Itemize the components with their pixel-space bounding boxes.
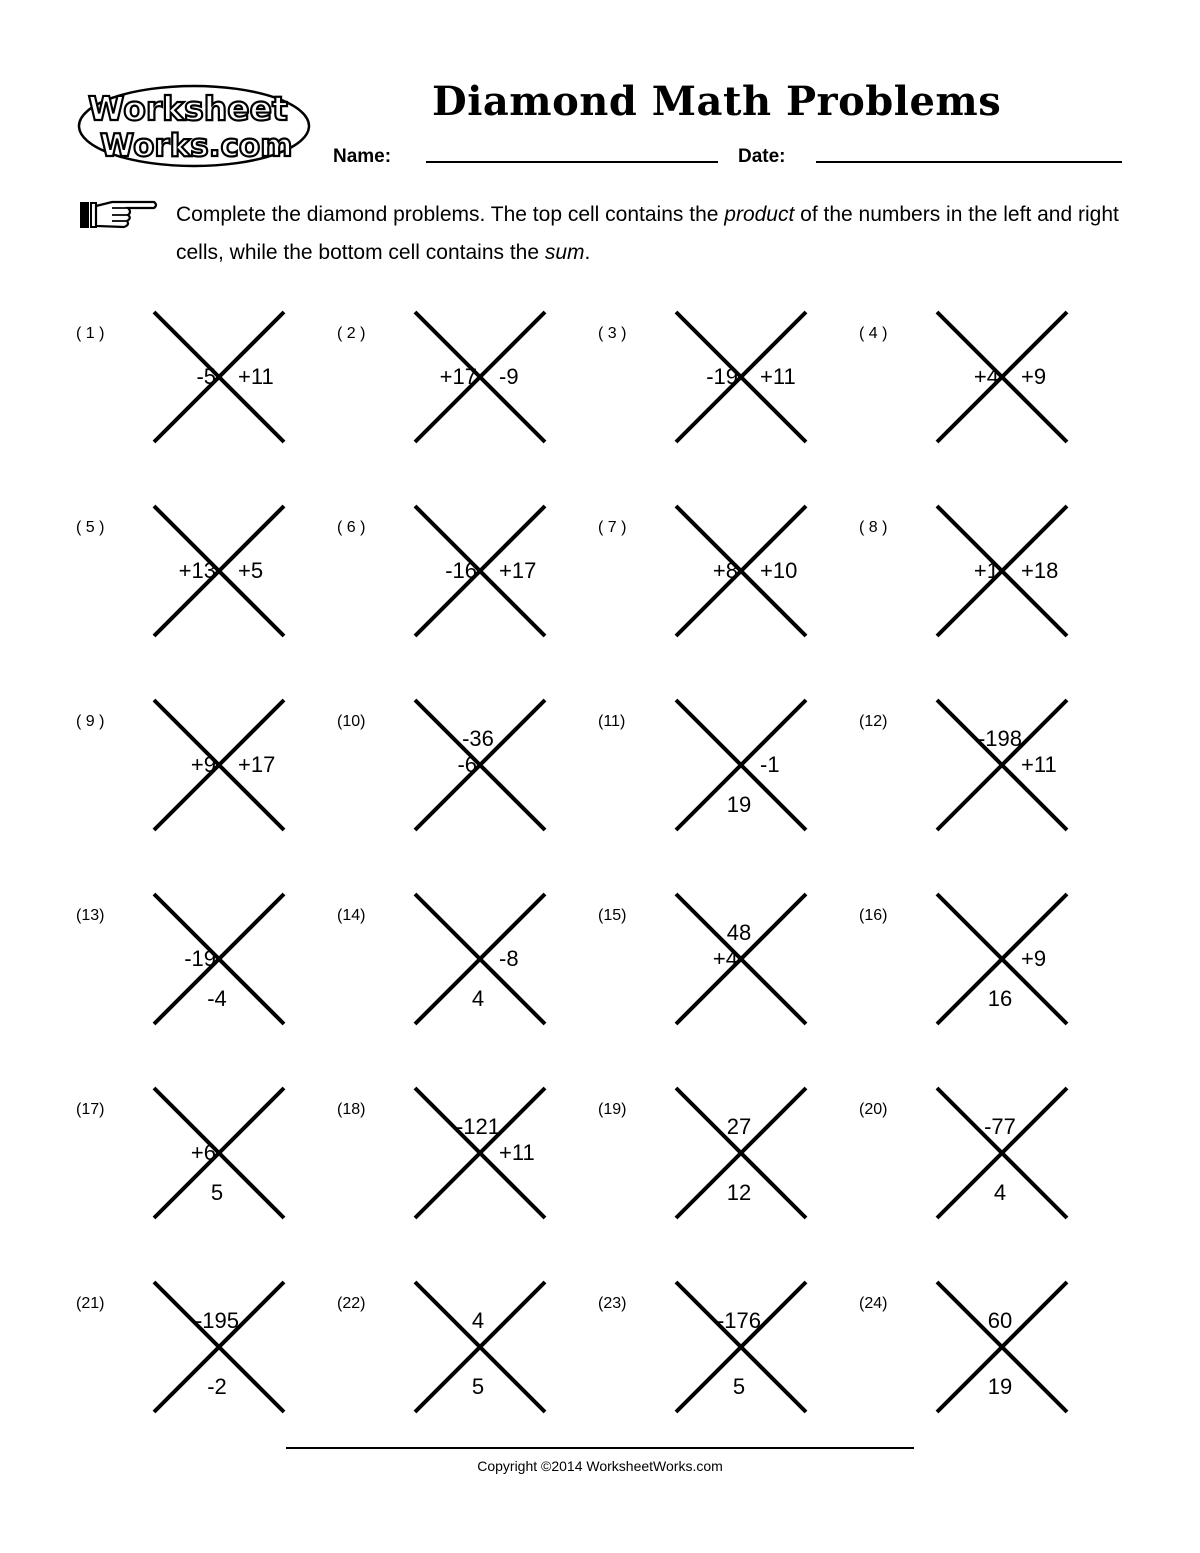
cell-right: +18: [1021, 558, 1059, 583]
problem-number: (17): [76, 1101, 105, 1118]
diamond-cross: [935, 310, 1069, 444]
cell-right: +17: [238, 752, 276, 777]
cell-right: +11: [1021, 752, 1057, 777]
logo-text-line2: Works.com: [100, 128, 293, 164]
cell-bottom: 19: [726, 792, 752, 817]
problem-number: (16): [859, 907, 888, 924]
cell-left: -6: [457, 752, 477, 777]
cell-left: +8: [712, 558, 738, 583]
problem-number: (13): [76, 907, 105, 924]
cell-top: -176: [716, 1308, 762, 1333]
problem-number: (22): [337, 1295, 366, 1312]
cell-left: +17: [439, 364, 477, 389]
problem-number: (14): [337, 907, 366, 924]
diamond-problem: [337, 1280, 597, 1430]
page-title: Diamond Math Problems: [432, 78, 1002, 125]
pointing-hand-icon: [78, 196, 158, 232]
diamond-cross: [413, 310, 547, 444]
problem-number: (10): [337, 713, 366, 730]
cell-right: +9: [1021, 946, 1047, 971]
diamond-problem: [598, 892, 858, 1042]
diamond-problem: [337, 1086, 597, 1236]
diamond-problem: [337, 892, 597, 1042]
cell-top: 27: [726, 1114, 752, 1139]
diamond-problem: [859, 1280, 1119, 1430]
cell-left: +4: [973, 364, 999, 389]
cell-top: 48: [726, 920, 752, 945]
diamond-problem: [76, 1280, 336, 1430]
cell-left: +4: [712, 946, 738, 971]
cell-bottom: 5: [732, 1374, 746, 1399]
problem-number: ( 4 ): [859, 325, 888, 342]
problem-number: (21): [76, 1295, 105, 1312]
date-label: Date:: [738, 146, 786, 167]
footer-divider: [286, 1447, 914, 1449]
cell-left: +6: [190, 1140, 216, 1165]
problem-number: (11): [598, 713, 626, 730]
diamond-problem: [598, 1280, 858, 1430]
diamond-problem: [337, 310, 597, 460]
cell-top: -36: [462, 726, 494, 751]
instructions-em-product: product: [724, 203, 795, 226]
cell-right: +9: [1021, 364, 1047, 389]
instructions-part3: .: [584, 241, 591, 264]
name-label: Name:: [333, 146, 392, 167]
problem-number: ( 1 ): [76, 325, 105, 342]
cell-left: -16: [445, 558, 477, 583]
cell-right: +11: [499, 1140, 535, 1165]
cell-top: 60: [987, 1308, 1013, 1333]
instructions: [176, 196, 1136, 272]
problem-number: (24): [859, 1295, 888, 1312]
diamond-problem: [859, 1086, 1119, 1236]
cell-right: -9: [499, 364, 519, 389]
instructions-em-sum: sum: [544, 241, 585, 264]
diamond-problem: [76, 892, 336, 1042]
diamond-problem: [337, 504, 597, 654]
cell-right: +10: [760, 558, 798, 583]
cell-right: +11: [238, 364, 274, 389]
name-field-line[interactable]: [426, 161, 718, 163]
diamond-problem: [859, 698, 1119, 848]
diamond-problem: [859, 310, 1119, 460]
cell-top: -77: [984, 1114, 1016, 1139]
problem-number: (12): [859, 713, 888, 730]
logo-text-line1: Worksheet: [88, 89, 288, 128]
cell-left: -19: [184, 946, 216, 971]
cell-top: -198: [977, 726, 1023, 751]
diamond-problem: [859, 504, 1119, 654]
diamond-problem: [859, 892, 1119, 1042]
diamond-problem: [598, 310, 858, 460]
instructions-part1: Complete the diamond problems. The top cell contains the: [176, 203, 725, 226]
diamond-problem: [598, 504, 858, 654]
diamond-problem: [598, 1086, 858, 1236]
cell-bottom: -4: [207, 986, 227, 1011]
diamond-cross: [413, 698, 547, 832]
cell-bottom: 12: [726, 1180, 752, 1205]
diamond-cross: [674, 892, 808, 1026]
problem-number: ( 8 ): [859, 519, 888, 536]
problem-number: ( 9 ): [76, 713, 105, 730]
cell-right: +11: [760, 364, 796, 389]
cell-top: 4: [471, 1308, 485, 1333]
cell-bottom: 5: [471, 1374, 485, 1399]
cell-left: +13: [178, 558, 216, 583]
cell-right: +5: [238, 558, 264, 583]
cell-right: +17: [499, 558, 537, 583]
diamond-problem: [337, 698, 597, 848]
diamond-problem: [76, 698, 336, 848]
copyright-text: Copyright ©2014 WorksheetWorks.com: [477, 1458, 723, 1474]
problem-number: (20): [859, 1101, 888, 1118]
diamond-problem: [76, 310, 336, 460]
problem-number: ( 2 ): [337, 325, 366, 342]
cell-bottom: -2: [207, 1374, 227, 1399]
problem-number: ( 3 ): [598, 325, 627, 342]
problem-number: ( 7 ): [598, 519, 627, 536]
worksheetworks-logo: [76, 80, 316, 176]
cell-top: -121: [455, 1114, 501, 1139]
cell-bottom: 16: [987, 986, 1013, 1011]
cell-top: -195: [194, 1308, 240, 1333]
problem-number: (19): [598, 1101, 627, 1118]
diamond-cross: [152, 504, 286, 638]
cell-left: -19: [706, 364, 738, 389]
problem-number: ( 5 ): [76, 519, 105, 536]
diamond-problem: [598, 698, 858, 848]
cell-left: +1: [973, 558, 999, 583]
cell-left: -5: [196, 364, 216, 389]
cell-bottom: 4: [471, 986, 485, 1011]
cell-bottom: 19: [987, 1374, 1013, 1399]
diamond-problem: [76, 504, 336, 654]
problem-number: (18): [337, 1101, 366, 1118]
diamond-problem: [76, 1086, 336, 1236]
problem-number: ( 6 ): [337, 519, 366, 536]
cell-right: -8: [499, 946, 519, 971]
cell-bottom: 5: [210, 1180, 224, 1205]
date-field-line[interactable]: [816, 161, 1122, 163]
problem-number: (15): [598, 907, 627, 924]
cell-left: +9: [190, 752, 216, 777]
cell-right: -1: [760, 752, 780, 777]
problem-number: (23): [598, 1295, 627, 1312]
cell-bottom: 4: [993, 1180, 1007, 1205]
instructions-part2: of the numbers in the left and right cells, while the bottom cell contains the: [176, 203, 1119, 264]
